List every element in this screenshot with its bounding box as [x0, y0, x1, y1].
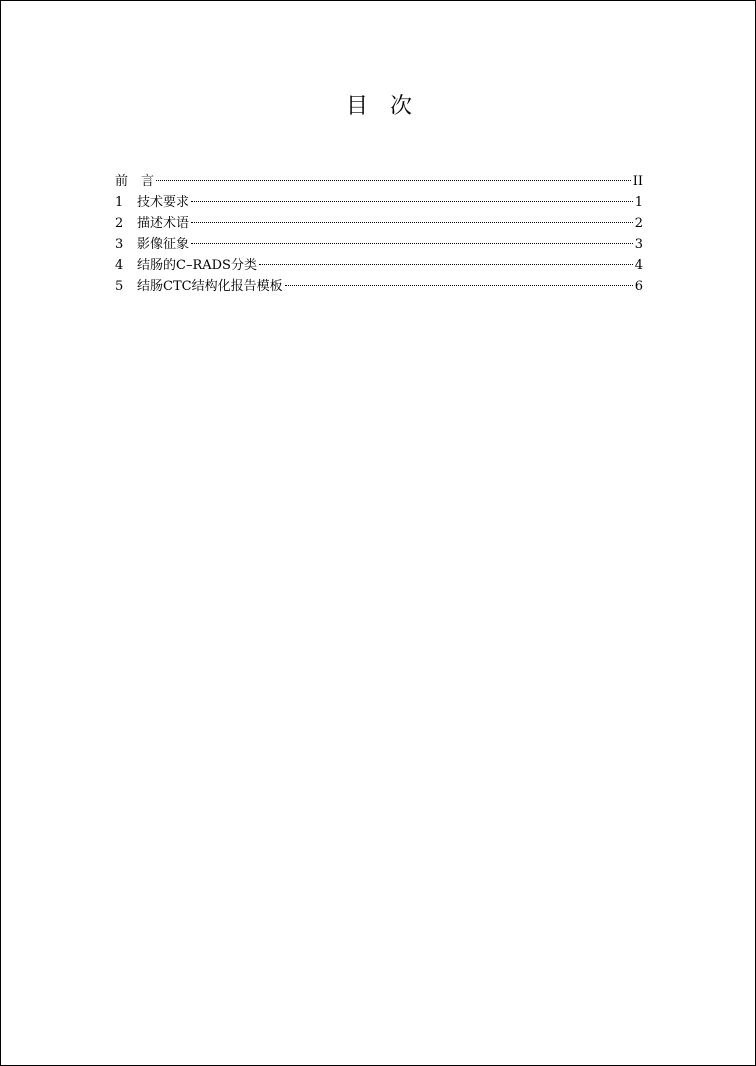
toc-entry-page: 6 [634, 279, 643, 294]
toc-leader-dots [285, 285, 633, 286]
toc-entry-foreword[interactable] [115, 171, 643, 192]
toc-entry-number: 1 [115, 195, 124, 210]
toc-entry-1[interactable] [115, 192, 643, 213]
toc-entry-5[interactable] [115, 276, 643, 297]
toc-entry-4[interactable] [115, 255, 643, 276]
toc-entry-label: 前 言 [115, 174, 155, 189]
toc-entry-label: 描述术语 [137, 216, 190, 231]
toc-entry-number: 3 [115, 237, 124, 252]
toc-entry-label: 技术要求 [137, 195, 190, 210]
toc-leader-dots [156, 180, 631, 181]
toc-entry-number: 2 [115, 216, 124, 231]
toc-entry-label: 结肠CTC结构化报告模板 [137, 279, 283, 294]
toc-entry-page: 1 [634, 195, 643, 210]
toc-entry-page: 3 [634, 237, 643, 252]
toc-leader-dots [191, 222, 633, 223]
toc-entry-label: 影像征象 [137, 237, 190, 252]
toc-leader-dots [191, 243, 633, 244]
toc-entry-label: 结肠的C–RADS分类 [137, 258, 257, 273]
toc-entry-page: II [632, 174, 643, 189]
toc-entry-3[interactable] [115, 234, 643, 255]
table-of-contents [115, 171, 643, 297]
toc-entry-page: 2 [634, 216, 643, 231]
toc-leader-dots [191, 201, 633, 202]
toc-entry-number: 4 [115, 258, 124, 273]
toc-leader-dots [259, 264, 633, 265]
toc-title: 目 次 [345, 94, 412, 119]
toc-entry-page: 4 [634, 258, 643, 273]
toc-entry-number: 5 [115, 279, 124, 294]
toc-entry-2[interactable] [115, 213, 643, 234]
